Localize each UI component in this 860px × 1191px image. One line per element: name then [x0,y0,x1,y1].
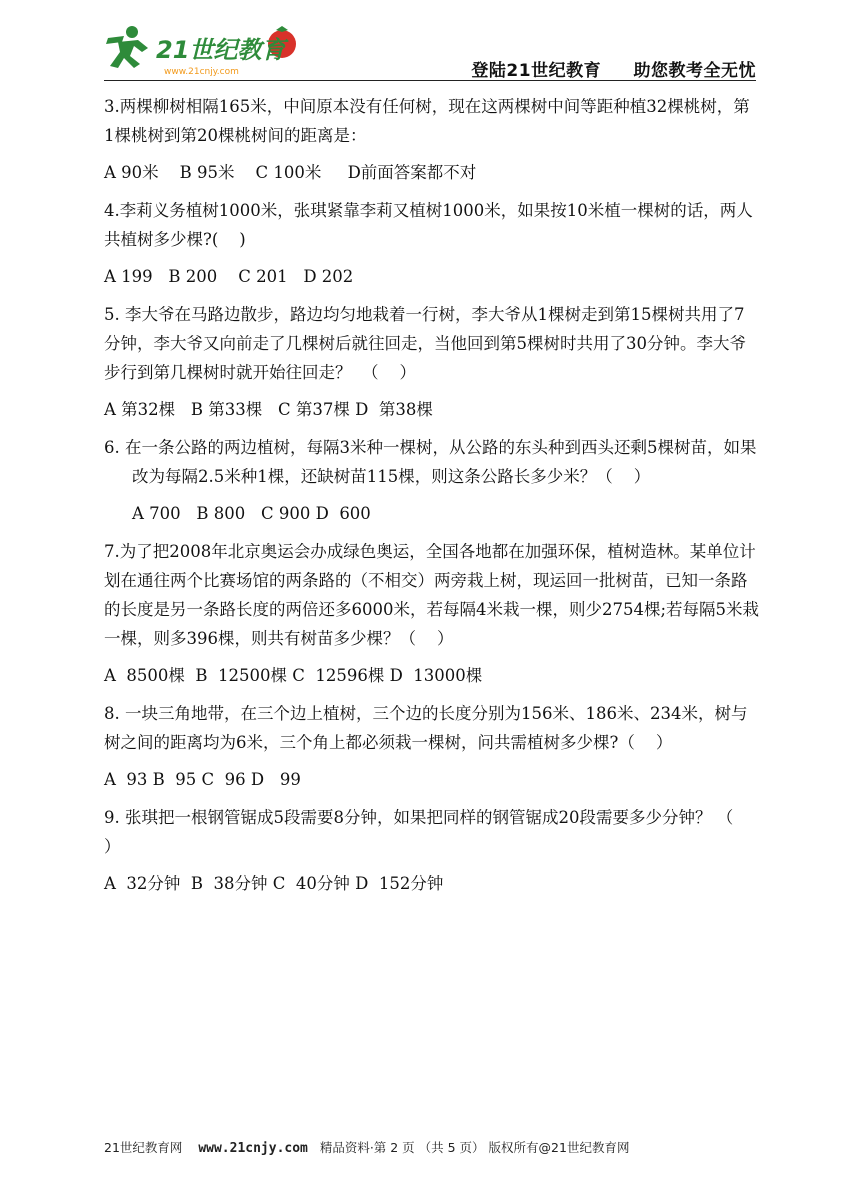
slogan-right: 助您教考全无忧 [633,61,756,81]
site-logo [104,18,304,80]
question-4: 4.李莉义务植树1000米，张琪紧靠李莉又植树1000米，如果按10米植一棵树的话，两人共植树多少棵?( ) [104,201,753,249]
question-8: 8. 一块三角地带，在三个边上植树，三个边的长度分别为156米、186米、234米，树与树之间的距离均为6米，三个角上都必须栽一棵树，问共需植树多少棵?（ ） [104,704,748,752]
question-7: 7.为了把2008年北京奥运会办成绿色奥运，全国各地都在加强环保，植树造林。某单位计划在通往两个比赛场馆的两条路的（不相交）两旁栽上树，现运回一批树苗，已知一条路的长度是另一条路长度的两倍还多6000米，若每隔4米栽一棵，则少2754棵;若每隔5米栽一棵，则多396棵，则共有树苗多少棵？（ ） [104,542,760,648]
footer-info: 精品资料·第 2 页 （共 5 页） 版权所有@21世纪教育网 [319,1140,630,1155]
question-6: 6. 在一条公路的两边植树，每隔3米种一棵树，从公路的东头种到西头还剩5棵树苗，如果改为每隔2.5米种1棵，还缺树苗115棵，则这条公路长多少米？（ ） [104,438,757,486]
options-4: A 199 B 200 C 201 D 202 [104,267,354,286]
options-8: A 93 B 95 C 96 D 99 [104,770,301,789]
header-divider [104,80,756,81]
question-9: 9. 张琪把一根钢管锯成5段需要8分钟，如果把同样的钢管锯成20段需要多少分钟？ （ ） [104,808,755,856]
svg-text:21世纪教育: 21世纪教育 [156,36,286,64]
svg-text:www.21cnjy.com: www.21cnjy.com [164,67,239,77]
options-5: A 第32棵 B 第33棵 C 第37棵 D 第38棵 [104,400,433,419]
options-6: A 700 B 800 C 900 D 600 [132,504,371,523]
header-slogan [445,56,756,81]
options-7: A 8500棵 B 12500棵 C 12596棵 D 13000棵 [104,666,483,685]
question-list [104,92,760,907]
slogan-left: 登陆21世纪教育 [471,61,602,81]
page-header [104,18,756,84]
question-5: 5. 李大爷在马路边散步，路边均匀地栽着一行树，李大爷从1棵树走到第15棵树共用了7分钟，李大爷又向前走了几棵树后就往回走，当他回到第5棵树时共用了30分钟。李大爷步行到第几棵树时就开始往回走？ （ ） [104,305,746,382]
footer-url[interactable]: www.21cnjy.com [198,1141,308,1156]
options-3: A 90米 B 95米 C 100米 D前面答案都不对 [104,163,477,182]
page-footer [104,1138,764,1156]
footer-site-name: 21世纪教育网 [104,1140,183,1155]
options-9: A 32分钟 B 38分钟 C 40分钟 D 152分钟 [104,874,444,893]
question-3: 3.两棵柳树相隔165米，中间原本没有任何树，现在这两棵树中间等距种植32棵桃树，第1棵桃树到第20棵桃树间的距离是： [104,97,750,145]
runner-icon [106,26,148,68]
